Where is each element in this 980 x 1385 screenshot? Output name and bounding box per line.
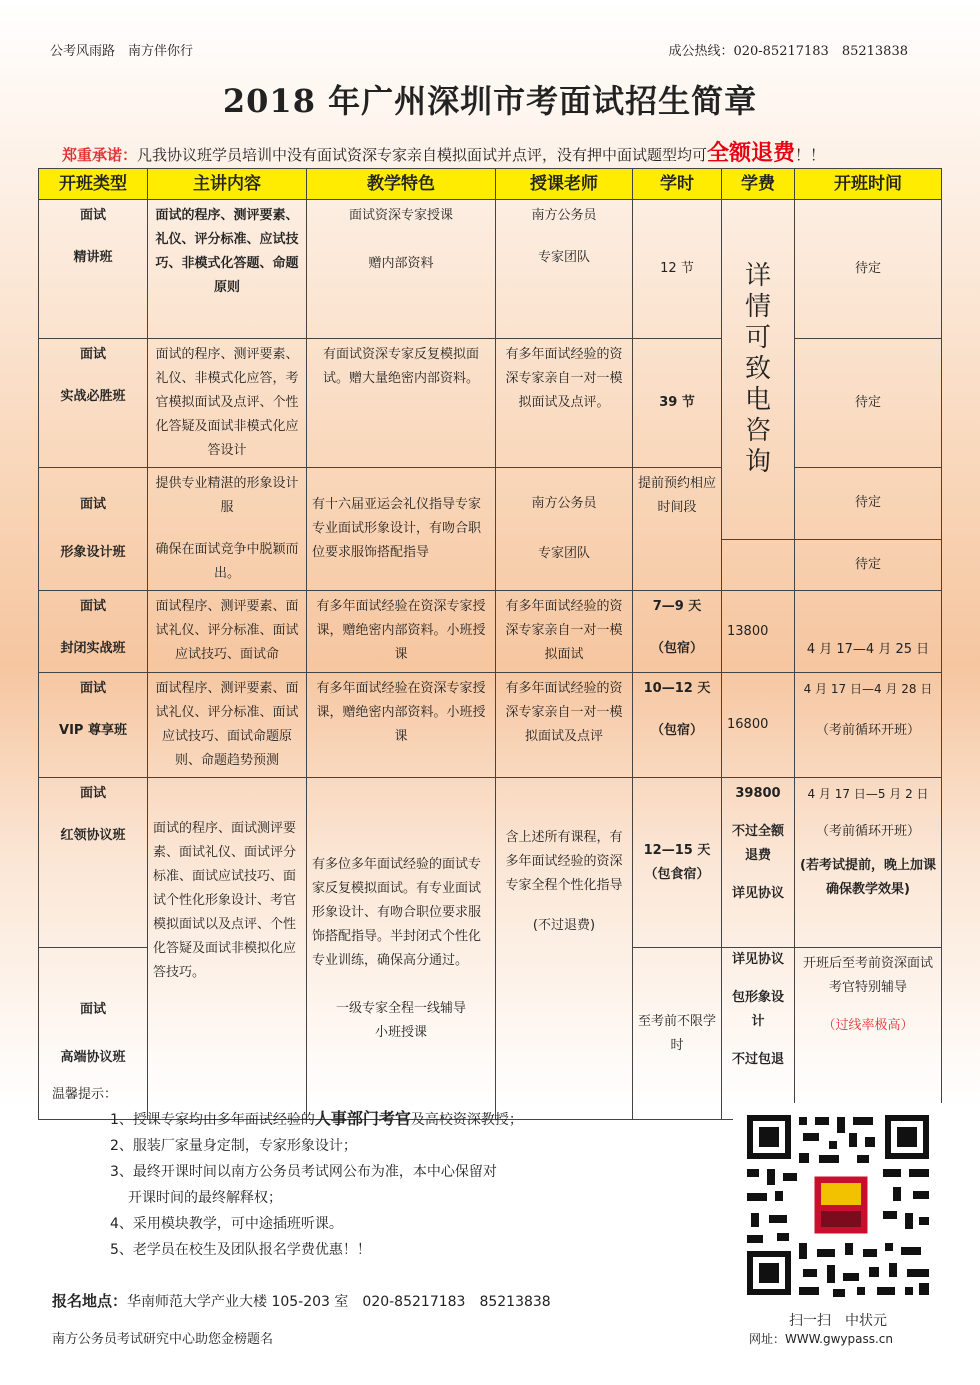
promise-end: ！！ bbox=[795, 146, 826, 164]
slogan: 公考风雨路 南方伴你行 bbox=[50, 44, 194, 59]
start-cell bbox=[795, 778, 942, 948]
qr-caption: 扫一扫 中状元 bbox=[789, 1313, 887, 1329]
teacher-cell: 有多年面试经验的资深专家亲自一对一模拟面试及点评 bbox=[496, 673, 633, 778]
hours-line: 7—9 天 bbox=[652, 599, 702, 614]
class-name: 红领协议班 bbox=[60, 828, 126, 843]
table-row bbox=[39, 778, 942, 948]
class-type bbox=[39, 468, 148, 591]
hours-line: （包宿） bbox=[650, 723, 703, 738]
hours-cell bbox=[633, 778, 722, 948]
feature-cell: 有多年面试经验在资深专家授课，赠绝密内部资料。小班授课 bbox=[307, 591, 496, 673]
table-row bbox=[39, 673, 942, 778]
feature-line: 小班授课 bbox=[374, 1024, 427, 1040]
teacher-cell bbox=[496, 778, 633, 1120]
fee-line: 不过全额退费 bbox=[731, 824, 784, 863]
promise-emphasis: 全额退费 bbox=[707, 141, 796, 166]
class-name: 封闭实战班 bbox=[60, 641, 126, 656]
footer-slogan: 南方公务员考试研究中心助您金榜题名 bbox=[52, 1332, 274, 1347]
class-type-line: 面试 bbox=[79, 681, 106, 696]
header-fee: 学费 bbox=[722, 169, 795, 200]
tips-list bbox=[110, 1106, 523, 1263]
class-name: VIP 尊享班 bbox=[59, 723, 127, 738]
class-name: 精讲班 bbox=[73, 250, 113, 265]
fee-line: 不过包退 bbox=[731, 1052, 784, 1067]
class-type-line: 面试 bbox=[79, 1001, 106, 1017]
header-type: 开班类型 bbox=[39, 169, 148, 200]
hours-line: 10—12 天 bbox=[643, 681, 711, 696]
address-text: 华南师范大学产业大楼 105-203 室 020-85217183 85213838 bbox=[127, 1294, 551, 1310]
class-type-line: 面试 bbox=[79, 786, 106, 801]
feature-cell bbox=[307, 200, 496, 339]
teacher-cell bbox=[496, 468, 633, 591]
promise-label: 郑重承诺： bbox=[62, 146, 138, 164]
feature-line: 有多位多年面试经验的面试专家反复模拟面试。有专业面试形象设计、有吻合职位要求服饰搭配指导。半封闭式个性化专业训练，确保高分通过。 bbox=[312, 856, 482, 968]
hotline: 成公热线：020-85217183 85213838 bbox=[668, 44, 908, 59]
fee-line: 详见协议 bbox=[731, 886, 784, 901]
page-title: 2018 年广州深圳市考面试招生简章 bbox=[222, 82, 758, 120]
class-name: 高端协议班 bbox=[60, 1049, 126, 1065]
fee-line: 包形象设计 bbox=[731, 990, 784, 1029]
feature-cell: 有面试资深专家反复模拟面试。赠大量绝密内部资料。 bbox=[307, 339, 496, 468]
address bbox=[52, 1290, 551, 1311]
class-type bbox=[39, 200, 148, 339]
table-row bbox=[39, 468, 942, 540]
content-cell: 面试程序、测评要素、面试礼仪、评分标准、面试应试技巧、面试命题原则、命题趋势预测 bbox=[148, 673, 307, 778]
promise-text: 凡我协议班学员培训中没有面试资深专家亲自模拟面试并点评，没有押中面试题型均可 bbox=[137, 146, 708, 164]
start-cell: 待定 bbox=[795, 200, 942, 339]
teacher-line: 含上述所有课程，有多年面试经验的资深专家全程个性化指导 bbox=[505, 830, 623, 893]
start-line: （考前循环开班） bbox=[815, 824, 920, 839]
table-row bbox=[39, 200, 942, 339]
table-header-row bbox=[39, 169, 942, 200]
tips-title: 温馨提示： bbox=[52, 1087, 118, 1102]
tip-item bbox=[110, 1106, 523, 1133]
start-line: （考前循环开班） bbox=[815, 723, 920, 738]
hours-cell bbox=[633, 673, 722, 778]
content-cell bbox=[148, 468, 307, 591]
class-type-line: 面试 bbox=[79, 599, 106, 614]
fee-cell-empty bbox=[722, 539, 795, 590]
class-type bbox=[39, 778, 148, 948]
teacher-line: 专家团队 bbox=[537, 546, 590, 561]
teacher-cell: 有多年面试经验的资深专家亲自一对一模拟面试 bbox=[496, 591, 633, 673]
class-type bbox=[39, 673, 148, 778]
tip-item: 2、服装厂家量身定制，专家形象设计； bbox=[110, 1138, 357, 1154]
feature-line: 面试资深专家授课 bbox=[348, 208, 453, 223]
content-cell: 面试的程序、测评要素、礼仪、评分标准、应试技巧、非模式化答题、命题原则 bbox=[148, 200, 307, 339]
feature-line: 赠内部资料 bbox=[368, 256, 434, 271]
teacher-cell: 有多年面试经验的资深专家亲自一对一模拟面试及点评。 bbox=[496, 339, 633, 468]
class-type-line: 面试 bbox=[79, 347, 106, 362]
hours-line: 12—15 天 bbox=[643, 842, 711, 858]
tip-item: 3、最终开课时间以南方公务员考试网公布为准，本中心保留对 bbox=[110, 1164, 497, 1180]
hours-cell: 12 节 bbox=[633, 200, 722, 339]
teacher-line: 南方公务员 bbox=[531, 496, 597, 511]
hours-cell: 提前预约相应时间段 bbox=[633, 468, 722, 591]
qr-code-icon bbox=[733, 1103, 943, 1308]
tip-item: 4、采用模块教学，可中途插班听课。 bbox=[110, 1216, 343, 1232]
start-line: 4 月 17 日—5 月 2 日 bbox=[807, 787, 929, 801]
hours-cell: 39 节 bbox=[633, 339, 722, 468]
header-content: 主讲内容 bbox=[148, 169, 307, 200]
header-feature: 教学特色 bbox=[307, 169, 496, 200]
tip-item: 开课时间的最终解释权； bbox=[128, 1190, 282, 1206]
fee-line: 详见协议 bbox=[731, 952, 784, 967]
address-label: 报名地点： bbox=[52, 1292, 128, 1310]
table-row bbox=[39, 339, 942, 468]
feature-cell: 有多年面试经验在资深专家授课，赠绝密内部资料。小班授课 bbox=[307, 673, 496, 778]
fee-line: 39800 bbox=[735, 786, 781, 801]
tip-item: 5、老学员在校生及团队报名学费优惠！！ bbox=[110, 1242, 371, 1258]
start-line: （过线率极高） bbox=[822, 1018, 914, 1033]
hours-line: （包食宿） bbox=[644, 866, 710, 882]
class-type-line: 面试 bbox=[79, 497, 106, 512]
class-name: 实战必胜班 bbox=[60, 389, 126, 404]
website[interactable]: 网址：WWW.gwypass.cn bbox=[748, 1332, 893, 1346]
class-type bbox=[39, 591, 148, 673]
start-cell: 待定 bbox=[795, 539, 942, 590]
fee-cell bbox=[722, 948, 795, 1120]
hours-line: （包宿） bbox=[650, 641, 703, 656]
course-table bbox=[38, 168, 942, 1120]
header-hours: 学时 bbox=[633, 169, 722, 200]
content-cell: 面试的程序、面试测评要素、面试礼仪、面试评分标准、面试应试技巧、面试个性化形象设计、考官模拟面试以及点评、个性化答疑及面试非模拟化应答技巧。 bbox=[148, 778, 307, 1120]
feature-line: 一级专家全程一线辅导 bbox=[335, 1000, 466, 1016]
teacher-cell bbox=[496, 200, 633, 339]
start-cell: 待定 bbox=[795, 339, 942, 468]
content-line: 提供专业精湛的形象设计服 bbox=[155, 476, 299, 515]
hours-cell: 至考前不限学时 bbox=[633, 948, 722, 1120]
class-name: 形象设计班 bbox=[60, 545, 126, 560]
content-cell: 面试的程序、测评要素、礼仪、非模式化应答，考官模拟面试及点评、个性化答疑及面试非模式化应答设计 bbox=[148, 339, 307, 468]
table-row bbox=[39, 591, 942, 673]
tip-text: 1、授课专家均由多年面试经验的 bbox=[110, 1112, 315, 1128]
tip-text: 及高校资深教授； bbox=[410, 1112, 523, 1128]
header-teacher: 授课老师 bbox=[496, 169, 633, 200]
class-type bbox=[39, 339, 148, 468]
class-type-line: 面试 bbox=[79, 208, 106, 223]
promise-line bbox=[62, 136, 825, 167]
start-line: 4 月 17 日—4 月 28 日 bbox=[803, 682, 933, 696]
header-start: 开班时间 bbox=[795, 169, 942, 200]
fee-consult-cell bbox=[722, 200, 795, 540]
teacher-line: 专家团队 bbox=[537, 250, 590, 265]
fee-cell bbox=[722, 778, 795, 948]
fee-cell: 16800 bbox=[722, 673, 795, 778]
feature-cell: 有十六届亚运会礼仪指导专家专业面试形象设计，有吻合职位要求服饰搭配指导 bbox=[307, 468, 496, 591]
feature-cell bbox=[307, 778, 496, 1120]
start-cell bbox=[795, 673, 942, 778]
consult-text: 详情可致电咨询 bbox=[745, 260, 772, 477]
teacher-line: (不过退费) bbox=[532, 918, 596, 933]
tip-highlight: 人事部门考官 bbox=[314, 1109, 411, 1128]
start-line: 开班后至考前资深面试考官特别辅导 bbox=[802, 956, 933, 995]
content-cell: 面试程序、测评要素、面试礼仪、评分标准、面试应试技巧、面试命 bbox=[148, 591, 307, 673]
start-line: (若考试提前，晚上加课确保教学效果) bbox=[800, 858, 936, 897]
hours-cell bbox=[633, 591, 722, 673]
start-cell: 4 月 17—4 月 25 日 bbox=[795, 591, 942, 673]
content-line: 确保在面试竞争中脱颖而出。 bbox=[155, 542, 299, 581]
teacher-line: 南方公务员 bbox=[531, 208, 597, 223]
fee-cell: 13800 bbox=[722, 591, 795, 673]
start-cell: 待定 bbox=[795, 468, 942, 540]
start-cell bbox=[795, 948, 942, 1120]
